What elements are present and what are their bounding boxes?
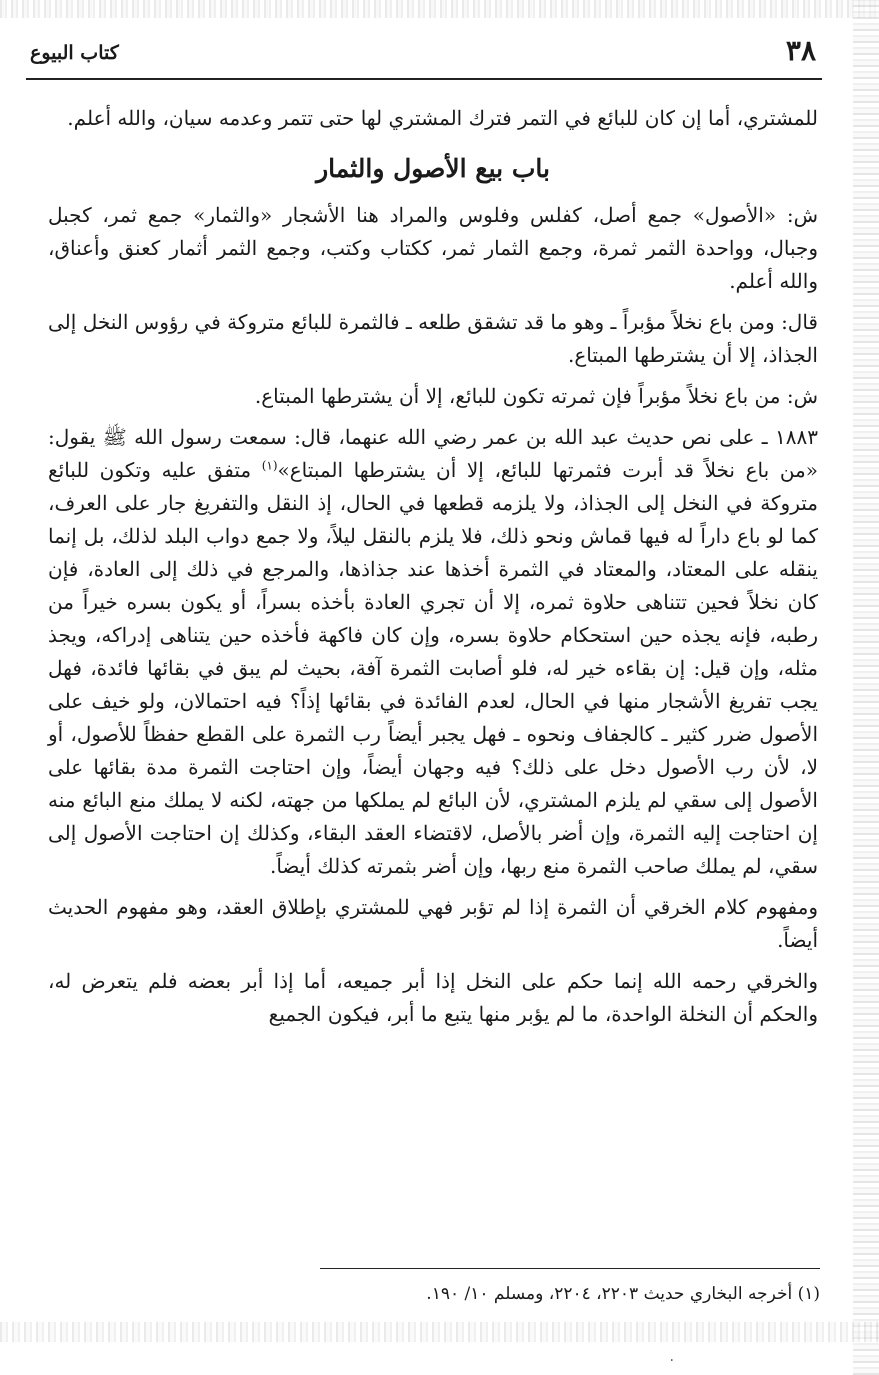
scan-edge-right	[853, 0, 879, 1375]
page-mark: ٠	[668, 1352, 676, 1368]
paragraph-2: ش: «الأصول» جمع أصل، كفلس وفلوس والمراد هنا الأشجار «والثمار» جمع ثمر، كجبل وجبال، وواحدة الثمر ثمرة، وجمع الثمار ثمر، ككتاب وكتب، وجمع الثمر أثمار كعنق وأعناق، والله أعلم.	[48, 203, 819, 293]
paragraph-6: ومفهوم كلام الخرقي أن الثمرة إذا لم تؤبر فهي للمشتري بإطلاق العقد، وهو مفهوم الحديث أيضاً.	[48, 895, 818, 952]
paragraph-4: ش: من باع نخلاً مؤبراً فإن ثمرته تكون للبائع، إلا أن يشترطها المبتاع.	[254, 384, 818, 408]
chapter-title: باب بيع الأصول والثمار	[316, 154, 550, 183]
paragraph-5-part-b: متفق عليه وتكون للبائع متروكة في النخل إلى الجذاذ، ولا يلزمه قطعها في الحال، إذ النقل والتفريغ جار على العرف، كما لو باع داراً له فيها قماش ونحو ذلك، فلا يلزم بالنقل ليلاً، ولا جمع دواب البلد لذلك، بل إنما ينقله على المعتاد، والمعتاد في الثمرة أخذها عند جذاذها، والمرجع في ذلك إلى العادة، فإن كان نخلاً فحين تتناهى حلاوة ثمره، إلا أن تجري العادة بأخذه بسراً، أو يكون بسره خيراً من رطبه، فإنه يجذه حين استحكام حلاوة بسره، وإن كان فاكهة فأخذه حين يتناهى إدراكه، ويجذ مثله، وإن قيل: إن بقاءه خير له، فلو أصابت الثمرة آفة، بحيث لم يبق في بقائها فائدة، فهل يجب تفريغ الأشجار منها في الحال، لعدم الفائدة في بقائها إذاً؟ فيه احتمالان، ولو خيف على الأصول ضرر كثير ـ كالجفاف ونحوه ـ فهل يجبر أيضاً رب الثمرة على القطع حفظاً للأصول، أو لا، لأن رب الأصول دخل على ذلك؟ فيه وجهان أيضاً، وإن احتاجت الثمرة مدة بقائها على الأصول إلى سقي لم يلزم المشتري، لأن البائع لم يملكها من جهته، لكنه لا يملك منع البائع منه إن احتاجت إليه الثمرة، وإن أضر بالأصل، لاقتضاء العقد البقاء، وكذلك إن احتاجت الأصول إلى سقي، لم يملك صاحب الثمرة منع ربها، وإن أضر بثمرته كذلك أيضاً.	[48, 458, 818, 878]
paragraph-5-part-a: ١٨٨٣ ـ على نص حديث عبد الله بن عمر رضي الله عنهما، قال: سمعت رسول الله ﷺ يقول: «من باع نخلاً قد أبرت فثمرتها للبائع، إلا أن يشترطها المبتاع»	[48, 425, 818, 482]
page-header	[26, 34, 822, 80]
page-body	[48, 102, 818, 1039]
footnote: (١) أخرجه البخاري حديث ٢٢٠٣، ٢٢٠٤، ومسلم ١٠/ ١٩٠.	[426, 1284, 820, 1304]
paragraph-3: قال: ومن باع نخلاً مؤبراً ـ وهو ما قد تشقق طلعه ـ فالثمرة للبائع متروكة في رؤوس النخل إلى الجذاذ، إلا أن يشترطها المبتاع.	[48, 310, 818, 367]
scan-edge-bottom	[0, 1322, 879, 1342]
footnote-reference: (١)	[261, 458, 278, 473]
scan-edge-top	[0, 0, 879, 18]
paragraph-1: للمشتري، أما إن كان للبائع في التمر فترك المشتري لها حتى تتمر وعدمه سيان، والله أعلم.	[67, 106, 818, 130]
paragraph-7: والخرقي رحمه الله إنما حكم على النخل إذا أبر جميعه، أما إذا أبر بعضه فلم يتعرض له، والحكم أن النخلة الواحدة، ما لم يؤبر منها يتبع ما أبر، فيكون الجميع	[48, 969, 818, 1026]
footnote-separator	[320, 1268, 820, 1269]
page-number: ٣٨	[785, 34, 816, 67]
paragraph-5	[48, 421, 818, 883]
running-title: كتاب البيوع	[30, 42, 119, 64]
